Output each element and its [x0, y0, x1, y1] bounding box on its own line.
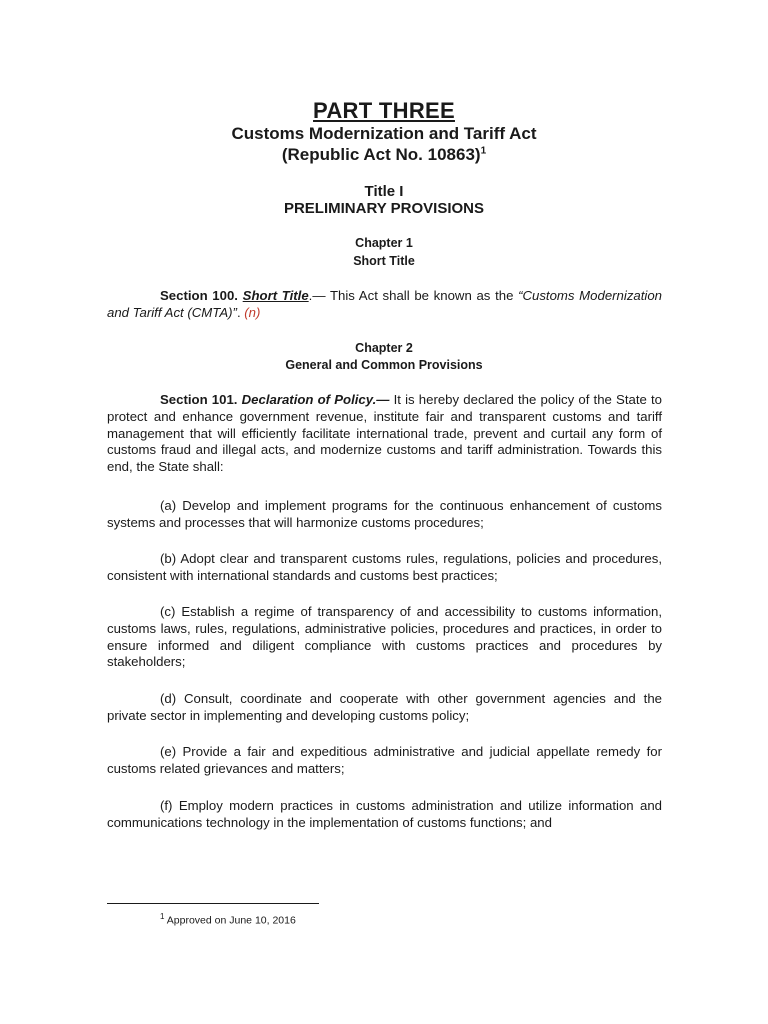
section-101-number: Section 101. — [160, 392, 238, 407]
policy-item-e: (e) Provide a fair and expeditious administrative and judicial appellate remedy for customs related grievances and matters; — [107, 744, 662, 776]
section-101-heading: Declaration of Policy.— — [241, 392, 390, 407]
policy-item-a: (a) Develop and implement programs for the continuous enhancement of customs systems and processes that will harmonize customs procedures; — [107, 498, 662, 530]
footnote — [160, 912, 296, 927]
act-name: Customs Modernization and Tariff Act — [231, 124, 537, 143]
title-name: PRELIMINARY PROVISIONS — [283, 200, 485, 217]
policy-item-c: (c) Establish a regime of transparency of and accessibility to customs information, customs laws, rules, regulations, administrative policies, procedures and practices, in order to ensure informed and diligent compliance with customs practices and procedures by stakeholders; — [107, 604, 662, 670]
act-number-line — [0, 145, 768, 165]
section-100-text: .— This Act shall be known as the — [308, 288, 519, 303]
chapter-2-label: Chapter 2 — [355, 341, 413, 355]
section-101 — [107, 392, 662, 476]
section-100-quote: “Customs Modernization and Tariff Act (CMTA)” — [107, 288, 663, 320]
policy-item-d: (d) Consult, coordinate and cooperate with other government agencies and the private sector in implementing and developing customs policy; — [107, 691, 662, 723]
section-100-tail: . — [236, 304, 245, 320]
section-100-note: (n) — [244, 304, 261, 320]
part-title: PART THREE — [313, 98, 455, 123]
footnote-divider — [107, 903, 319, 904]
footnote-text: Approved on June 10, 2016 — [164, 914, 296, 927]
chapter-1-label: Chapter 1 — [355, 236, 413, 250]
chapter-2-name: General and Common Provisions — [285, 358, 483, 372]
section-100 — [107, 288, 662, 322]
section-100-heading: Short Title — [242, 288, 309, 303]
policy-item-b: (b) Adopt clear and transparent customs rules, regulations, policies and procedures, consistent with international standards and customs best practices; — [107, 551, 662, 583]
chapter-1-name: Short Title — [353, 254, 415, 268]
section-100-number: Section 100. — [160, 288, 238, 303]
footnote-reference: 1 — [480, 145, 487, 157]
policy-item-f: (f) Employ modern practices in customs administration and utilize information and communications technology in the implementation of customs functions; and — [107, 798, 662, 830]
title-label: Title I — [364, 183, 404, 200]
footnote-number: 1 — [160, 912, 165, 921]
section-101-body: It is hereby declared the policy of the State to protect and enhance government revenue, institute fair and transparent customs and tariff management that will efficiently facilitate international trade, prevent and curtail any form of customs fraud and illegal acts, and modernize customs and tariff administration. Towards this end, the State shall: — [107, 392, 662, 475]
act-number: (Republic Act No. 10863) — [281, 145, 481, 164]
